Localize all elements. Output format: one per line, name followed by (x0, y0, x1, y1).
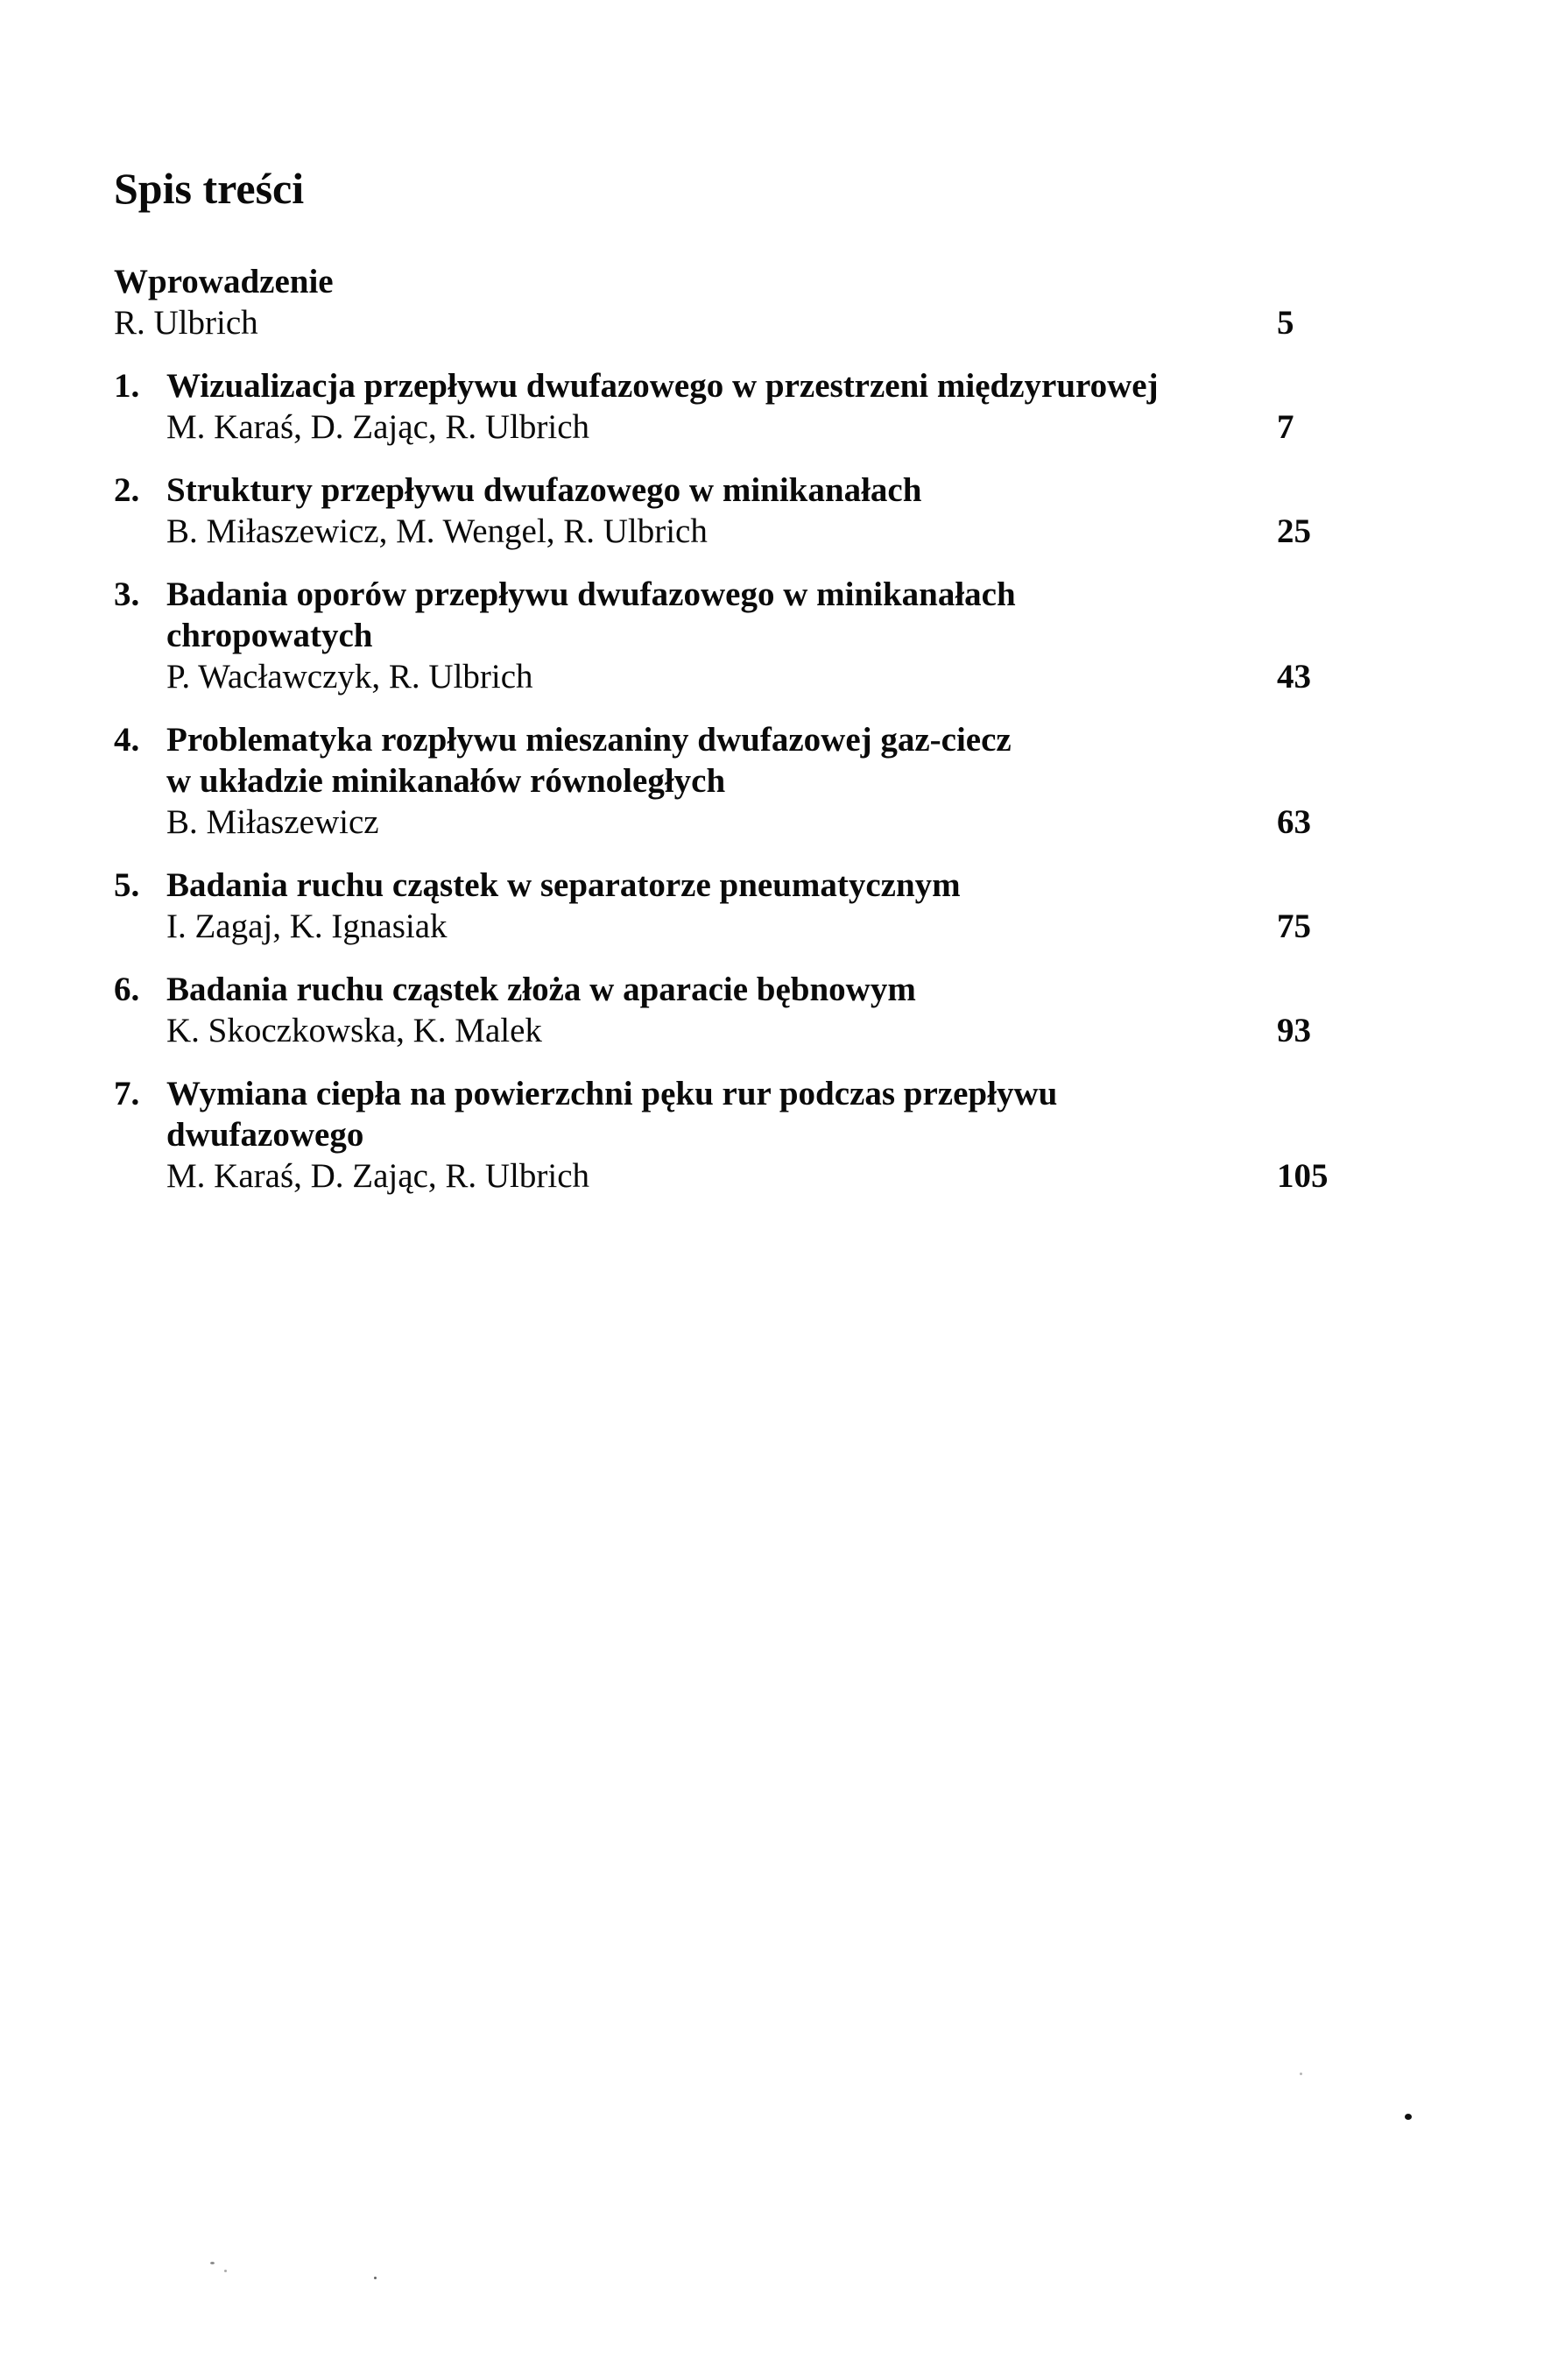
toc-entry-authors-text: B. Miłaszewicz, M. Wengel, R. Ulbrich (166, 512, 708, 550)
toc-entry-authors (166, 511, 1410, 552)
toc-entry-number: 1. (114, 367, 140, 405)
toc-entry (114, 470, 1410, 552)
toc-entry-authors-text: K. Skoczkowska, K. Malek (166, 1012, 542, 1049)
toc-entry-number: 7. (114, 1075, 140, 1112)
toc-entry (114, 365, 1410, 448)
toc-entry-title-line: chropowatych (166, 617, 373, 654)
toc-entry-title-line: Badania ruchu cząstek w separatorze pneumatycznym (166, 866, 961, 904)
toc-entry-page-number: 63 (1277, 803, 1311, 841)
toc-entry (114, 865, 1410, 947)
toc-entry-authors-text: M. Karaś, D. Zając, R. Ulbrich (166, 408, 590, 446)
toc-entry-number: 2. (114, 471, 140, 509)
toc-entry-authors-text: P. Wacławczyk, R. Ulbrich (166, 658, 533, 696)
toc-entry-title-line: Wymiana ciepła na powierzchni pęku rur podczas przepływu (166, 1075, 1058, 1112)
toc-entry-page-number: 105 (1277, 1157, 1329, 1195)
toc-entry-page-number: 43 (1277, 658, 1311, 696)
toc-entry (114, 261, 1410, 343)
toc-entry-authors-text: B. Miłaszewicz (166, 803, 379, 841)
toc-entry-page-number: 25 (1277, 512, 1311, 550)
toc-entry-page-number: 7 (1277, 408, 1294, 446)
toc-entry-title-line: Wizualizacja przepływu dwufazowego w przestrzeni międzyrurowej (166, 367, 1159, 405)
page-title: Spis treści (114, 164, 305, 213)
toc-entry (114, 1073, 1410, 1197)
toc-entry-title-line: Problematyka rozpływu mieszaniny dwufazowej gaz-ciecz (166, 721, 1012, 759)
toc-entry-authors-text: R. Ulbrich (114, 304, 258, 342)
toc-entry-authors (166, 802, 1410, 843)
toc-entry-title-line: Wprowadzenie (114, 263, 334, 300)
toc-entry-page-number: 75 (1277, 908, 1311, 945)
toc-entry (114, 969, 1410, 1051)
toc-entry-authors-text: M. Karaś, D. Zając, R. Ulbrich (166, 1157, 590, 1195)
toc-entry-authors (166, 1155, 1410, 1197)
toc-entry-title-line: dwufazowego (166, 1116, 364, 1154)
scan-artifact-dot (1405, 2114, 1412, 2120)
toc-entry-authors (166, 406, 1410, 448)
toc-entry-page-number: 93 (1277, 1012, 1311, 1049)
scan-speck (1300, 2073, 1302, 2075)
toc-entry-number: 5. (114, 866, 140, 904)
toc-content (114, 162, 1410, 1218)
scan-speck (224, 2270, 227, 2272)
scan-speck (210, 2262, 215, 2264)
toc-entry-title-line: Badania ruchu cząstek złoża w aparacie bębnowym (166, 971, 916, 1008)
toc-entry-authors (166, 906, 1410, 947)
toc-entry (114, 574, 1410, 697)
toc-entry (114, 719, 1410, 843)
toc-entry-authors (114, 302, 1410, 343)
toc-entry-number: 4. (114, 721, 140, 759)
toc-entry-title-line: w układzie minikanałów równoległych (166, 762, 726, 800)
scan-speck (374, 2277, 377, 2279)
toc-entry-authors (166, 656, 1410, 697)
toc-entry-authors-text: I. Zagaj, K. Ignasiak (166, 908, 448, 945)
toc-entry-number: 3. (114, 576, 140, 613)
toc-entry-authors (166, 1010, 1410, 1051)
toc-entry-title-line: Badania oporów przepływu dwufazowego w minikanałach (166, 576, 1016, 613)
toc-entry-title-line: Struktury przepływu dwufazowego w minikanałach (166, 471, 922, 509)
toc-entry-page-number: 5 (1277, 304, 1294, 342)
toc-entry-number: 6. (114, 971, 140, 1008)
